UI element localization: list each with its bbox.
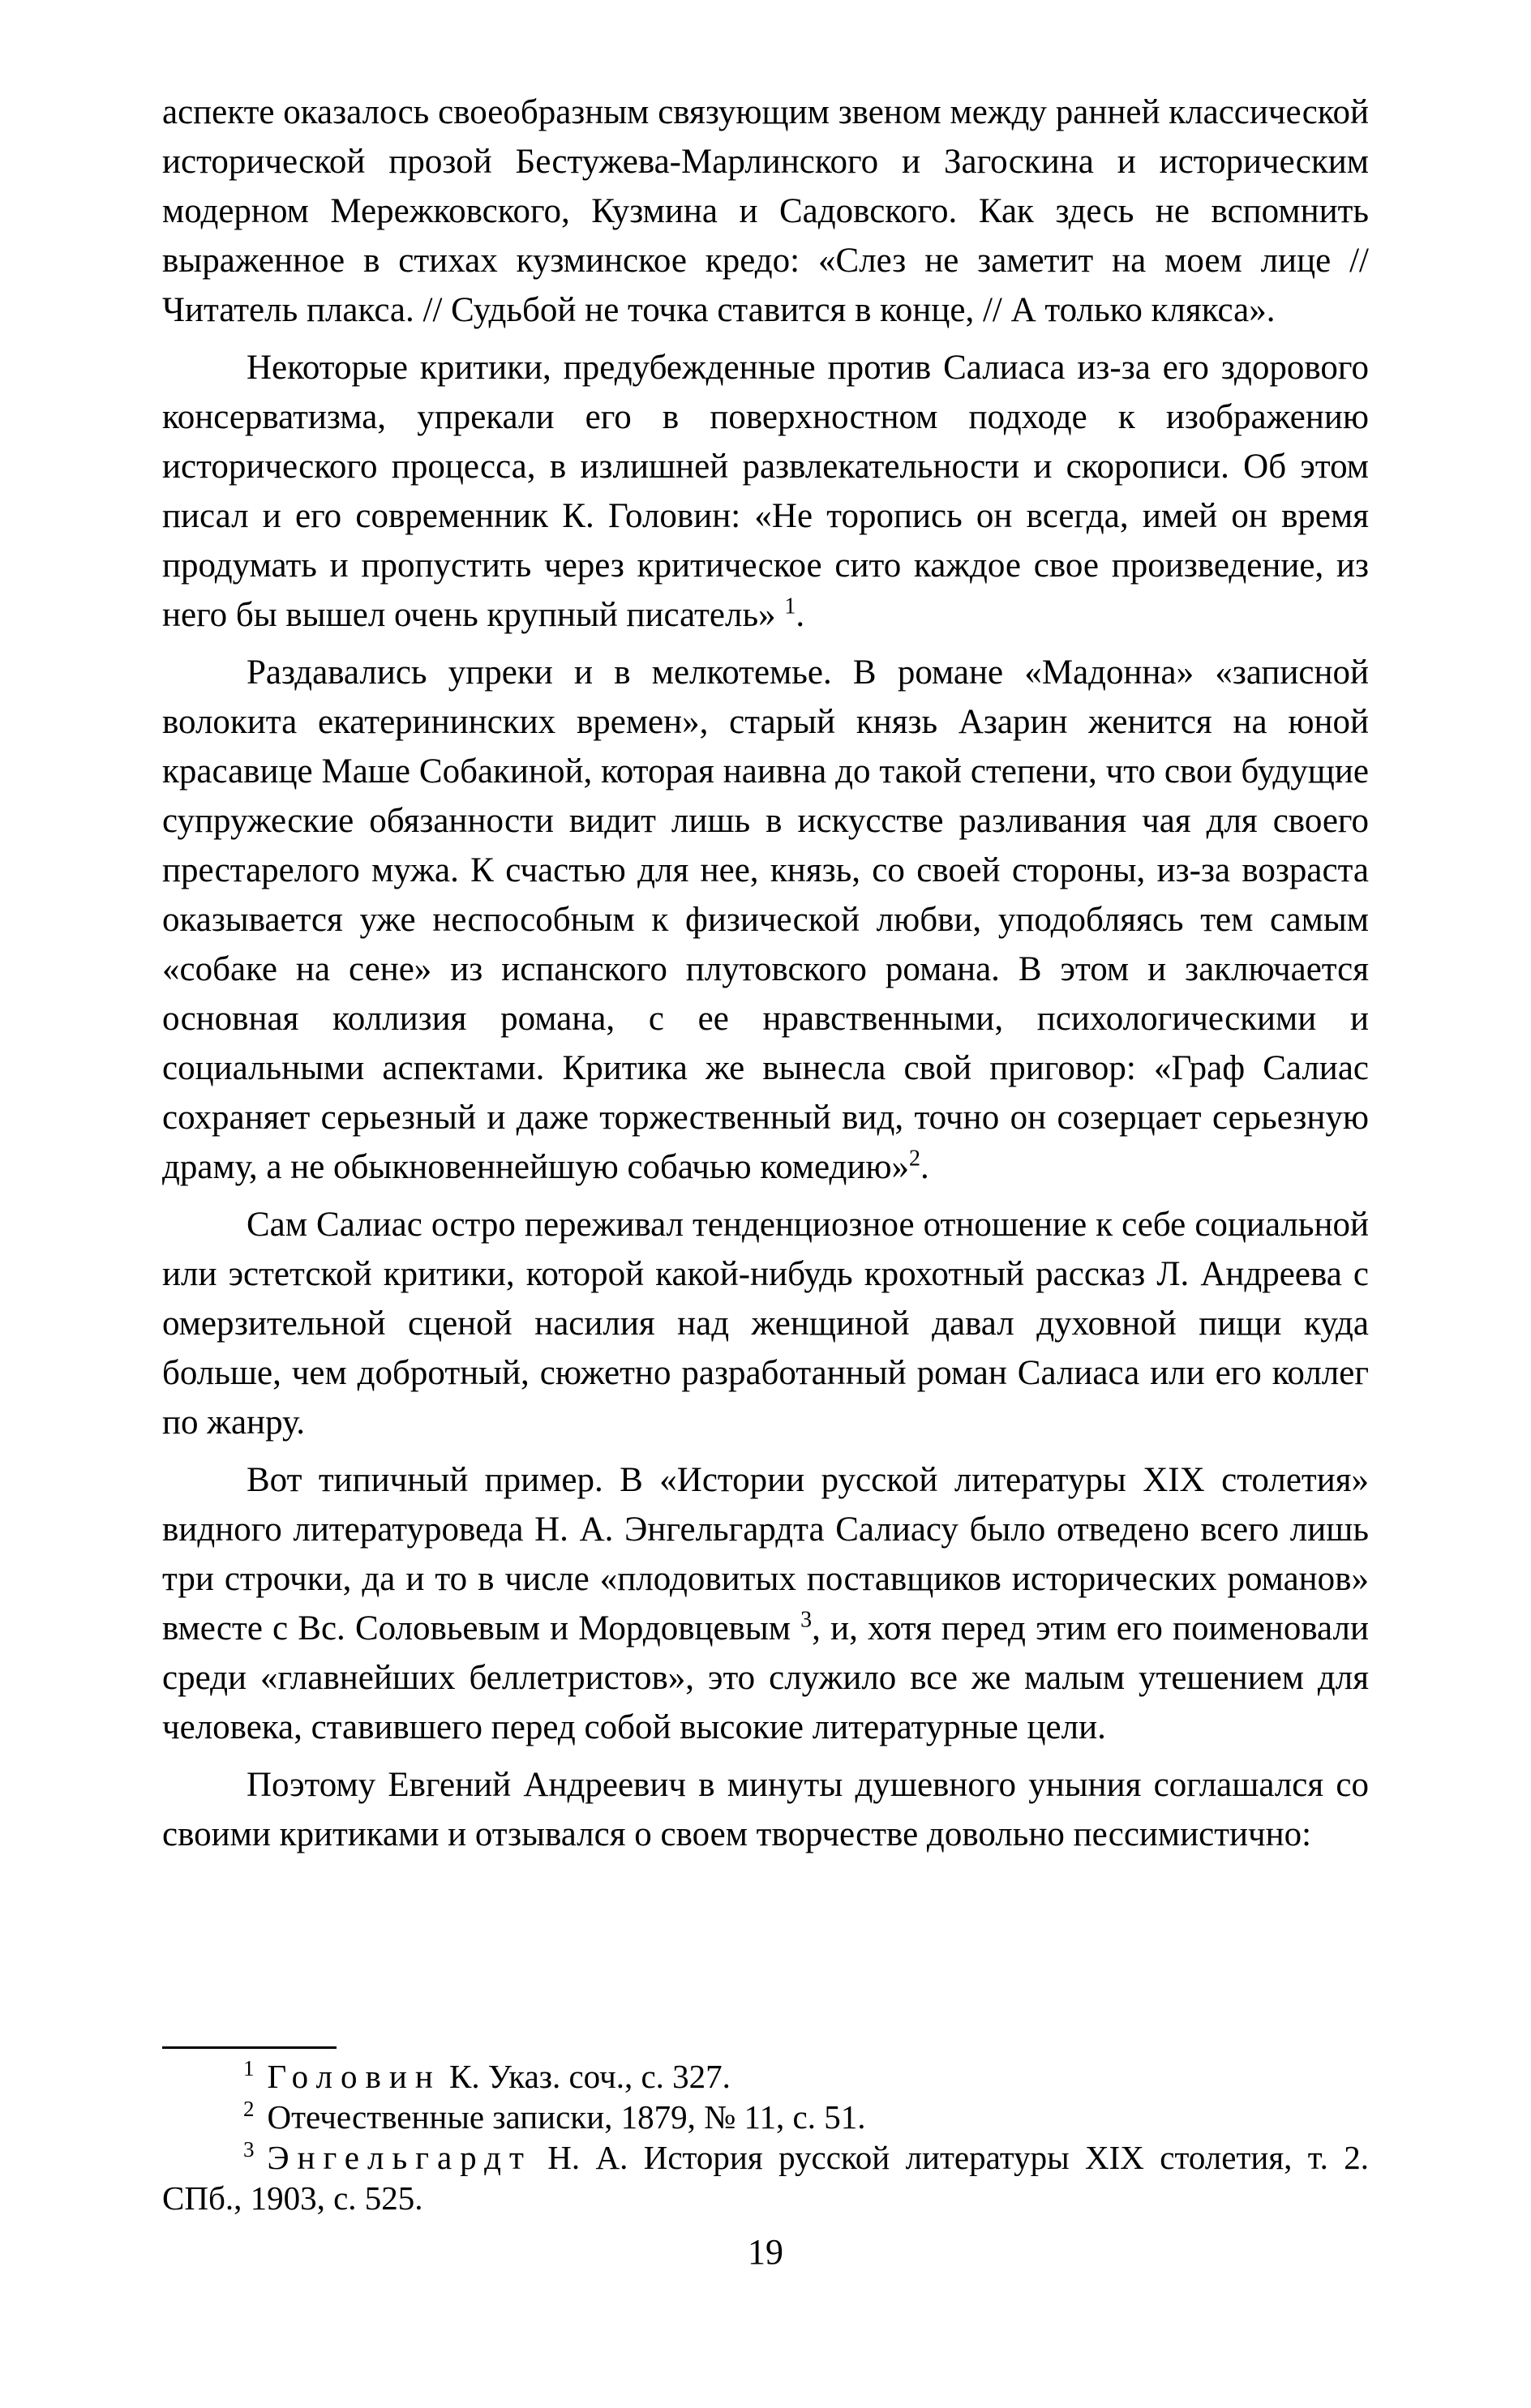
paragraph-4 — [162, 1200, 1369, 1447]
footnote-reference[interactable]: 3 — [800, 1607, 813, 1633]
footnote-author: Энгельгардт — [267, 2139, 532, 2176]
footnote-author: Головин — [267, 2058, 441, 2095]
paragraph-tail: . — [920, 1148, 929, 1186]
footnote-text: Н. А. История русской литературы XIX столетия, т. 2. СПб., 1903, с. 525. — [162, 2139, 1369, 2217]
paragraph-2 — [162, 343, 1369, 640]
footnote-reference[interactable]: 1 — [784, 593, 796, 619]
paragraph-text: аспекте оказалось своеобразным связующим звеном между ранней классической исторической прозой Бестужева-Марлинского и Загоскина и историческим модерном Мережковского, Кузмина и Садовского. Как здесь не вспомнить выраженное в стихах кузминское кредо: «Слез не заметит на моем лице // Читатель плакса. // Судьбой не точка ставится в конце, // А только клякса». — [162, 93, 1369, 329]
footnote-text: Отечественные записки, 1879, № 11, с. 51. — [267, 2098, 866, 2136]
footnote-2 — [162, 2097, 1369, 2137]
paragraph-text: Некоторые критики, предубежденные против Салиаса из-за его здорового консерватизма, упрекали его в поверхностном подходе к изображению исторического процесса, в излишней развлекательности и скорописи. Об этом писал и его современник К. Головин: «Не торопись он всегда, имей он время продумать и пропустить через критическое сито каждое свое произведение, из него бы вышел очень крупный писатель» — [162, 349, 1369, 634]
footnote-divider — [162, 2046, 337, 2049]
paragraph-tail: , и, хотя перед этим его поименовали среди «главнейших беллетристов», это служило все же малым утешением для человека, ставившего перед собой высокие литературные цели. — [162, 1609, 1369, 1746]
paragraph-5 — [162, 1455, 1369, 1752]
footnote-mark: 2 — [243, 2097, 255, 2122]
paragraph-3 — [162, 648, 1369, 1192]
main-text — [162, 88, 1369, 1867]
paragraph-1 — [162, 88, 1369, 335]
page-number: 19 — [748, 2232, 783, 2272]
footnote-reference[interactable]: 2 — [909, 1146, 921, 1172]
paragraph-text: Сам Салиас остро переживал тенденциозное отношение к себе социальной или эстетской критики, которой какой-нибудь крохотный рассказ Л. Андреева с омерзительной сценой насилия над женщиной давал духовной пищи куда больше, чем добротный, сюжетно разработанный роман Салиаса или его коллег по жанру. — [162, 1206, 1369, 1442]
paragraph-6 — [162, 1760, 1369, 1859]
paragraph-text: Поэтому Евгений Андреевич в минуты душевного уныния соглашался со своими критиками и отзывался о своем творчестве довольно пессимистично: — [162, 1766, 1369, 1853]
footnotes — [162, 2056, 1369, 2218]
footnote-3 — [162, 2137, 1369, 2218]
footnote-1 — [162, 2056, 1369, 2097]
footnote-mark: 1 — [243, 2056, 255, 2081]
paragraph-text: Вот типичный пример. В «Истории русской литературы XIX столетия» видного литературоведа Н. А. Энгельгардта Салиасу было отведено всего лишь три строчки, да и то в числе «плодовитых поставщиков исторических романов» вместе с Вс. Соловьевым и Мордовцевым — [162, 1461, 1369, 1647]
footnote-mark: 3 — [243, 2137, 255, 2162]
footnote-text: К. Указ. соч., с. 327. — [440, 2058, 731, 2095]
paragraph-tail: . — [796, 596, 805, 634]
paragraph-text: Раздавались упреки и в мелкотемье. В романе «Мадонна» «записной волокита екатерининских времен», старый князь Азарин женится на юной красавице Маше Собакиной, которая наивна до такой степени, что свои будущие супружеские обязанности видит лишь в искусстве разливания чая для своего престарелого мужа. К счастью для нее, князь, со своей стороны, из-за возраста оказывается уже неспособным к физической любви, уподобляясь тем самым «собаке на сене» из испанского плутовского романа. В этом и заключается основная коллизия романа, с ее нравственными, психологическими и социальными аспектами. Критика же вынесла свой приговор: «Граф Салиас сохраняет серьезный и даже торжественный вид, точно он созерцает серьезную драму, а не обыкновеннейшую собачью комедию» — [162, 653, 1369, 1186]
